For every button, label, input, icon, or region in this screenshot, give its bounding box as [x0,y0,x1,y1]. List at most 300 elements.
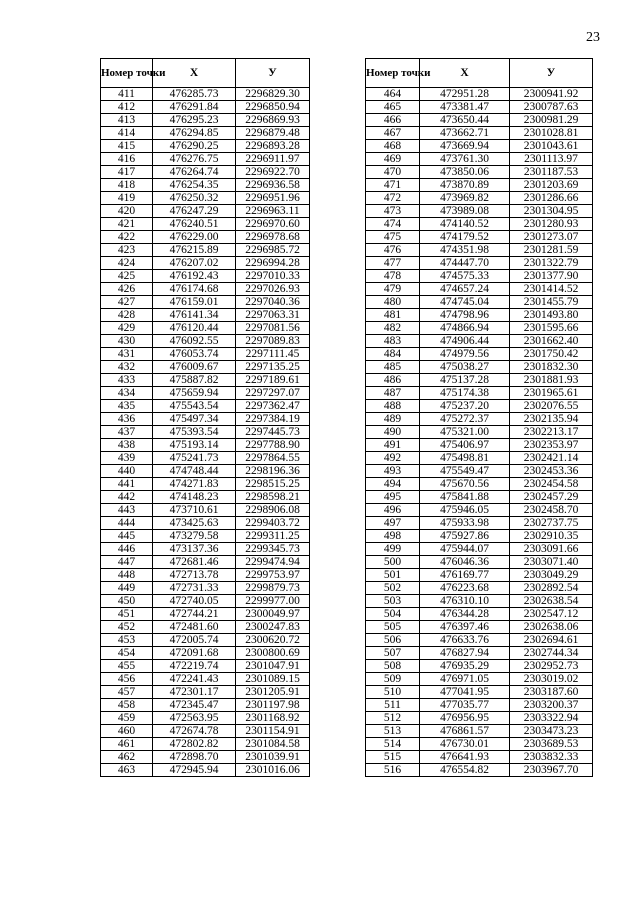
point-number-cell: 432 [101,361,153,374]
y-coordinate-cell: 2301016.06 [236,764,310,777]
point-number-cell: 499 [366,543,420,556]
table-row [101,764,310,777]
x-coordinate-cell: 476295.23 [153,114,236,127]
y-coordinate-cell: 2303200.37 [510,699,593,712]
x-coordinate-cell: 476397.46 [420,621,510,634]
x-coordinate-cell: 474351.98 [420,244,510,257]
table-row [366,660,593,673]
table-row [366,127,593,140]
y-coordinate-cell: 2297111.45 [236,348,310,361]
point-number-cell: 454 [101,647,153,660]
point-number-cell: 473 [366,205,420,218]
table-row [101,270,310,283]
y-coordinate-cell: 2297010.33 [236,270,310,283]
table-row [101,452,310,465]
y-coordinate-cell: 2297297.07 [236,387,310,400]
point-number-cell: 420 [101,205,153,218]
table-row [101,751,310,764]
table-row [366,452,593,465]
y-coordinate-cell: 2302892.54 [510,582,593,595]
x-coordinate-cell: 472731.33 [153,582,236,595]
x-coordinate-cell: 476207.02 [153,257,236,270]
x-coordinate-cell: 475406.97 [420,439,510,452]
x-coordinate-cell: 472802.82 [153,738,236,751]
table-row [101,608,310,621]
y-coordinate-cell: 2301028.81 [510,127,593,140]
x-coordinate-cell: 475193.14 [153,439,236,452]
table-row [101,114,310,127]
y-coordinate-cell: 2302453.36 [510,465,593,478]
x-coordinate-cell: 472563.95 [153,712,236,725]
y-coordinate-cell: 2302076.55 [510,400,593,413]
point-number-cell: 440 [101,465,153,478]
table-row [366,348,593,361]
point-number-cell: 456 [101,673,153,686]
table-row [366,530,593,543]
header-point-number: Номер точки [101,59,153,88]
y-coordinate-cell: 2296951.96 [236,192,310,205]
x-coordinate-cell: 473969.82 [420,192,510,205]
point-number-cell: 423 [101,244,153,257]
table-row [101,400,310,413]
point-number-cell: 412 [101,101,153,114]
x-coordinate-cell: 476294.85 [153,127,236,140]
point-number-cell: 468 [366,140,420,153]
point-number-cell: 479 [366,283,420,296]
y-coordinate-cell: 2301595.66 [510,322,593,335]
table-row [366,647,593,660]
table-row [101,517,310,530]
y-coordinate-cell: 2300941.92 [510,88,593,101]
table-row [366,192,593,205]
point-number-cell: 451 [101,608,153,621]
table-row [101,101,310,114]
y-coordinate-cell: 2303071.40 [510,556,593,569]
point-number-cell: 461 [101,738,153,751]
y-coordinate-cell: 2301881.93 [510,374,593,387]
point-number-cell: 478 [366,270,420,283]
x-coordinate-cell: 476046.36 [420,556,510,569]
y-coordinate-cell: 2301662.40 [510,335,593,348]
y-coordinate-cell: 2301203.69 [510,179,593,192]
table-row [101,569,310,582]
y-coordinate-cell: 2299879.73 [236,582,310,595]
point-number-cell: 431 [101,348,153,361]
table-row [366,569,593,582]
table-row [101,621,310,634]
y-coordinate-cell: 2297864.55 [236,452,310,465]
point-number-cell: 475 [366,231,420,244]
header-x: X [420,59,510,88]
y-coordinate-cell: 2300049.97 [236,608,310,621]
table-row [366,270,593,283]
point-number-cell: 449 [101,582,153,595]
point-number-cell: 434 [101,387,153,400]
y-coordinate-cell: 2301281.59 [510,244,593,257]
table-row [101,595,310,608]
x-coordinate-cell: 475670.56 [420,478,510,491]
table-row [366,296,593,309]
y-coordinate-cell: 2302353.97 [510,439,593,452]
table-row [366,153,593,166]
point-number-cell: 458 [101,699,153,712]
point-number-cell: 481 [366,309,420,322]
x-coordinate-cell: 475927.86 [420,530,510,543]
table-body-left [101,88,310,777]
point-number-cell: 501 [366,569,420,582]
x-coordinate-cell: 473381.47 [420,101,510,114]
table-row [101,556,310,569]
point-number-cell: 422 [101,231,153,244]
point-number-cell: 463 [101,764,153,777]
x-coordinate-cell: 473710.61 [153,504,236,517]
x-coordinate-cell: 472744.21 [153,608,236,621]
y-coordinate-cell: 2302135.94 [510,413,593,426]
table-row [366,621,593,634]
point-number-cell: 425 [101,270,153,283]
table-row [101,660,310,673]
point-number-cell: 488 [366,400,420,413]
point-number-cell: 503 [366,595,420,608]
table-row [366,101,593,114]
point-number-cell: 424 [101,257,153,270]
y-coordinate-cell: 2301493.80 [510,309,593,322]
table-row [366,257,593,270]
table-row [366,231,593,244]
y-coordinate-cell: 2302213.17 [510,426,593,439]
header-x: X [153,59,236,88]
y-coordinate-cell: 2301965.61 [510,387,593,400]
table-row [101,322,310,335]
point-number-cell: 415 [101,140,153,153]
point-number-cell: 493 [366,465,420,478]
y-coordinate-cell: 2301168.92 [236,712,310,725]
table-row [366,686,593,699]
point-number-cell: 441 [101,478,153,491]
table-row [366,751,593,764]
y-coordinate-cell: 2302638.54 [510,595,593,608]
x-coordinate-cell: 476053.74 [153,348,236,361]
x-coordinate-cell: 475933.98 [420,517,510,530]
x-coordinate-cell: 476264.74 [153,166,236,179]
point-number-cell: 497 [366,517,420,530]
table-row [101,218,310,231]
y-coordinate-cell: 2303832.33 [510,751,593,764]
x-coordinate-cell: 476291.84 [153,101,236,114]
table-row [366,166,593,179]
point-number-cell: 507 [366,647,420,660]
y-coordinate-cell: 2301414.52 [510,283,593,296]
header-y: У [510,59,593,88]
table-row [101,205,310,218]
table-row [101,530,310,543]
table-row [366,387,593,400]
x-coordinate-cell: 476223.68 [420,582,510,595]
x-coordinate-cell: 472898.70 [153,751,236,764]
point-number-cell: 411 [101,88,153,101]
y-coordinate-cell: 2301084.58 [236,738,310,751]
point-number-cell: 445 [101,530,153,543]
x-coordinate-cell: 472674.78 [153,725,236,738]
y-coordinate-cell: 2301197.98 [236,699,310,712]
x-coordinate-cell: 474745.04 [420,296,510,309]
x-coordinate-cell: 476174.68 [153,283,236,296]
point-number-cell: 476 [366,244,420,257]
y-coordinate-cell: 2301377.90 [510,270,593,283]
y-coordinate-cell: 2303322.94 [510,712,593,725]
y-coordinate-cell: 2301455.79 [510,296,593,309]
x-coordinate-cell: 472301.17 [153,686,236,699]
y-coordinate-cell: 2303967.70 [510,764,593,777]
point-number-cell: 506 [366,634,420,647]
y-coordinate-cell: 2298515.25 [236,478,310,491]
point-number-cell: 510 [366,686,420,699]
y-coordinate-cell: 2301304.95 [510,205,593,218]
y-coordinate-cell: 2297081.56 [236,322,310,335]
x-coordinate-cell: 476120.44 [153,322,236,335]
y-coordinate-cell: 2301286.66 [510,192,593,205]
x-coordinate-cell: 475841.88 [420,491,510,504]
y-coordinate-cell: 2301047.91 [236,660,310,673]
x-coordinate-cell: 476276.75 [153,153,236,166]
table-row [101,192,310,205]
x-coordinate-cell: 475887.82 [153,374,236,387]
y-coordinate-cell: 2302454.58 [510,478,593,491]
point-number-cell: 416 [101,153,153,166]
table-row [366,426,593,439]
table-row [366,608,593,621]
x-coordinate-cell: 475237.20 [420,400,510,413]
x-coordinate-cell: 474575.33 [420,270,510,283]
y-coordinate-cell: 2301750.42 [510,348,593,361]
x-coordinate-cell: 474140.52 [420,218,510,231]
coordinates-table-right [365,58,593,777]
y-coordinate-cell: 2301187.53 [510,166,593,179]
y-coordinate-cell: 2301043.61 [510,140,593,153]
y-coordinate-cell: 2296893.28 [236,140,310,153]
y-coordinate-cell: 2296911.97 [236,153,310,166]
point-number-cell: 514 [366,738,420,751]
table-row [101,582,310,595]
table-row [101,283,310,296]
y-coordinate-cell: 2302737.75 [510,517,593,530]
point-number-cell: 450 [101,595,153,608]
table-row [101,699,310,712]
y-coordinate-cell: 2297135.25 [236,361,310,374]
table-row [101,309,310,322]
table-row [366,543,593,556]
table-row [101,465,310,478]
y-coordinate-cell: 2297040.36 [236,296,310,309]
x-coordinate-cell: 476247.29 [153,205,236,218]
y-coordinate-cell: 2299403.72 [236,517,310,530]
y-coordinate-cell: 2300800.69 [236,647,310,660]
y-coordinate-cell: 2297063.31 [236,309,310,322]
table-row [101,296,310,309]
x-coordinate-cell: 473761.30 [420,153,510,166]
x-coordinate-cell: 476861.57 [420,725,510,738]
point-number-cell: 435 [101,400,153,413]
table-row [101,361,310,374]
table-row [101,374,310,387]
y-coordinate-cell: 2302910.35 [510,530,593,543]
y-coordinate-cell: 2301113.97 [510,153,593,166]
x-coordinate-cell: 472241.43 [153,673,236,686]
coordinates-table-left [100,58,310,777]
table-row [101,231,310,244]
y-coordinate-cell: 2303473.23 [510,725,593,738]
point-number-cell: 483 [366,335,420,348]
y-coordinate-cell: 2299753.97 [236,569,310,582]
table-row [366,582,593,595]
table-row [101,738,310,751]
x-coordinate-cell: 475174.38 [420,387,510,400]
point-number-cell: 509 [366,673,420,686]
header-y: У [236,59,310,88]
x-coordinate-cell: 472219.74 [153,660,236,673]
x-coordinate-cell: 476141.34 [153,309,236,322]
table-row [366,517,593,530]
point-number-cell: 515 [366,751,420,764]
x-coordinate-cell: 476240.51 [153,218,236,231]
point-number-cell: 492 [366,452,420,465]
x-coordinate-cell: 475272.37 [420,413,510,426]
y-coordinate-cell: 2297788.90 [236,439,310,452]
x-coordinate-cell: 475549.47 [420,465,510,478]
table-row [101,491,310,504]
y-coordinate-cell: 2301089.15 [236,673,310,686]
x-coordinate-cell: 476554.82 [420,764,510,777]
table-row [366,114,593,127]
y-coordinate-cell: 2302457.29 [510,491,593,504]
x-coordinate-cell: 472005.74 [153,634,236,647]
table-row [366,764,593,777]
y-coordinate-cell: 2296963.11 [236,205,310,218]
table-row [366,699,593,712]
x-coordinate-cell: 476827.94 [420,647,510,660]
x-coordinate-cell: 476159.01 [153,296,236,309]
x-coordinate-cell: 474447.70 [420,257,510,270]
point-number-cell: 490 [366,426,420,439]
y-coordinate-cell: 2302744.34 [510,647,593,660]
y-coordinate-cell: 2296970.60 [236,218,310,231]
y-coordinate-cell: 2299474.94 [236,556,310,569]
x-coordinate-cell: 474179.52 [420,231,510,244]
table-row [366,439,593,452]
x-coordinate-cell: 475497.34 [153,413,236,426]
y-coordinate-cell: 2297445.73 [236,426,310,439]
point-number-cell: 482 [366,322,420,335]
point-number-cell: 485 [366,361,420,374]
table-row [366,361,593,374]
point-number-cell: 495 [366,491,420,504]
table-row [101,647,310,660]
x-coordinate-cell: 474979.56 [420,348,510,361]
x-coordinate-cell: 473279.58 [153,530,236,543]
x-coordinate-cell: 473669.94 [420,140,510,153]
point-number-cell: 471 [366,179,420,192]
x-coordinate-cell: 473850.06 [420,166,510,179]
table-row [101,153,310,166]
point-number-cell: 470 [366,166,420,179]
y-coordinate-cell: 2298906.08 [236,504,310,517]
point-number-cell: 498 [366,530,420,543]
y-coordinate-cell: 2299311.25 [236,530,310,543]
point-number-cell: 513 [366,725,420,738]
y-coordinate-cell: 2296994.28 [236,257,310,270]
table-row [101,244,310,257]
point-number-cell: 430 [101,335,153,348]
x-coordinate-cell: 473662.71 [420,127,510,140]
point-number-cell: 505 [366,621,420,634]
point-number-cell: 464 [366,88,420,101]
point-number-cell: 502 [366,582,420,595]
x-coordinate-cell: 474148.23 [153,491,236,504]
x-coordinate-cell: 475543.54 [153,400,236,413]
y-coordinate-cell: 2301205.91 [236,686,310,699]
table-row [101,140,310,153]
y-coordinate-cell: 2297189.61 [236,374,310,387]
point-number-cell: 462 [101,751,153,764]
y-coordinate-cell: 2296879.48 [236,127,310,140]
table-row [366,413,593,426]
table-row [366,712,593,725]
table-row [366,179,593,192]
table-row [101,179,310,192]
table-body-right [366,88,593,777]
table-row [101,478,310,491]
x-coordinate-cell: 472681.46 [153,556,236,569]
point-number-cell: 453 [101,634,153,647]
table-row [366,374,593,387]
x-coordinate-cell: 474748.44 [153,465,236,478]
y-coordinate-cell: 2301280.93 [510,218,593,231]
point-number-cell: 494 [366,478,420,491]
table-row [366,309,593,322]
table-row [101,257,310,270]
table-row [101,712,310,725]
table-row [366,400,593,413]
y-coordinate-cell: 2297384.19 [236,413,310,426]
x-coordinate-cell: 476310.10 [420,595,510,608]
x-coordinate-cell: 474906.44 [420,335,510,348]
table-row [366,725,593,738]
y-coordinate-cell: 2300787.63 [510,101,593,114]
table-row [366,504,593,517]
x-coordinate-cell: 473650.44 [420,114,510,127]
y-coordinate-cell: 2302421.14 [510,452,593,465]
x-coordinate-cell: 474657.24 [420,283,510,296]
x-coordinate-cell: 476956.95 [420,712,510,725]
point-number-cell: 417 [101,166,153,179]
x-coordinate-cell: 473425.63 [153,517,236,530]
x-coordinate-cell: 472713.78 [153,569,236,582]
point-number-cell: 512 [366,712,420,725]
x-coordinate-cell: 476229.00 [153,231,236,244]
y-coordinate-cell: 2296985.72 [236,244,310,257]
table-row [366,738,593,751]
x-coordinate-cell: 475321.00 [420,426,510,439]
x-coordinate-cell: 473870.89 [420,179,510,192]
x-coordinate-cell: 472945.94 [153,764,236,777]
y-coordinate-cell: 2302694.61 [510,634,593,647]
point-number-cell: 433 [101,374,153,387]
table-row [101,348,310,361]
x-coordinate-cell: 472091.68 [153,647,236,660]
point-number-cell: 421 [101,218,153,231]
point-number-cell: 455 [101,660,153,673]
point-number-cell: 418 [101,179,153,192]
